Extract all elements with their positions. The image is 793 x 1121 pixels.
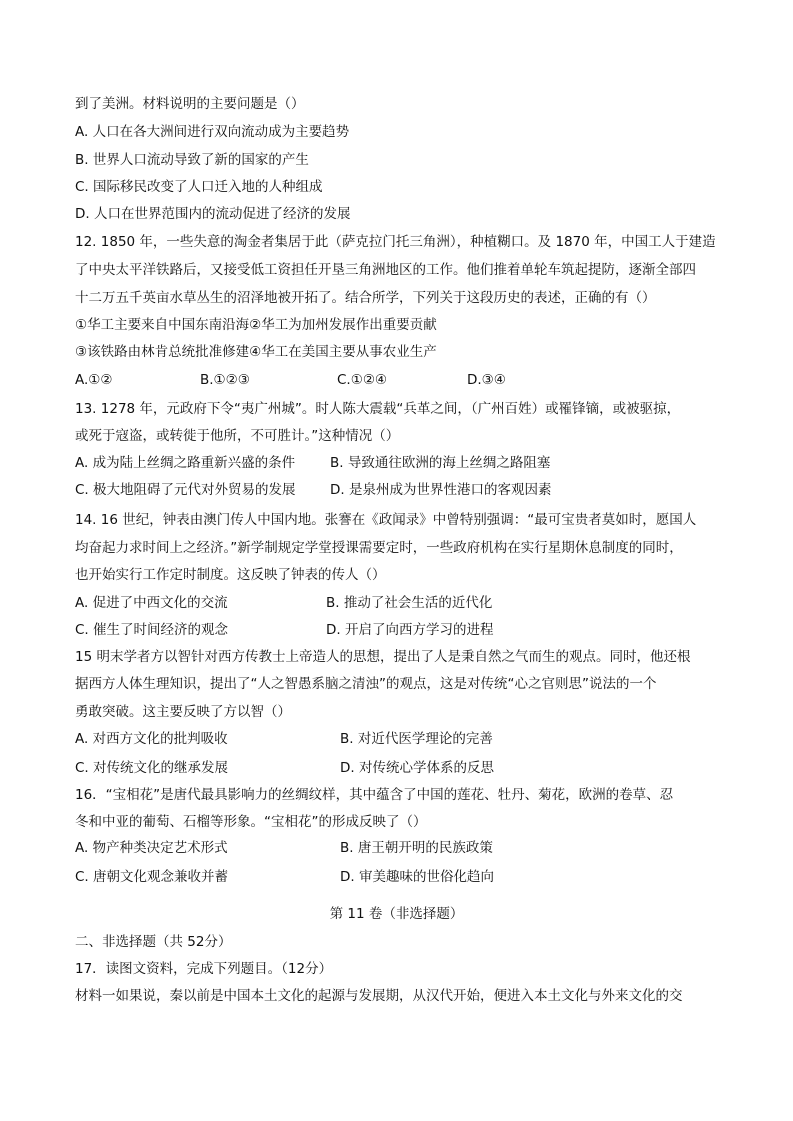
q16-option-d: D. 审美趣味的世俗化趋向 bbox=[340, 869, 494, 885]
q15-option-c: C. 对传统文化的继承发展 bbox=[75, 760, 229, 776]
question-11-stem-end: 到了美洲。材料说明的主要问题是（） bbox=[75, 96, 305, 112]
question-14-line-1: 14. 16 世纪，钟表由澳门传人中国内地。张謇在《政闻录》中曾特别强调：“最可宝贵者莫如时，愿国人 bbox=[75, 512, 697, 528]
q16-option-a: A. 物产种类决定艺术形式 bbox=[75, 840, 228, 856]
question-14-line-2: 均奋起力求时间上之经济。”新学制规定学堂授课需要定时，一些政府机构在实行星期休息制度的同时， bbox=[75, 540, 683, 556]
question-15-line-1: 15 明末学者方以智针对西方传教士上帝造人的思想，提出了人是秉自然之气而生的观点。同时，他还根 bbox=[75, 649, 691, 665]
q14-option-a: A. 促进了中西文化的交流 bbox=[75, 595, 228, 611]
volume-2-heading: 第 11 卷（非选择题） bbox=[329, 906, 464, 922]
q11-option-d: D. 人口在世界范围内的流动促进了经济的发展 bbox=[75, 206, 351, 222]
q14-option-d: D. 开启了向西方学习的进程 bbox=[326, 622, 494, 638]
question-15-line-3: 勇敢突破。这主要反映了方以智（） bbox=[75, 704, 291, 720]
section-2-heading: 二、非选择题（共 52分） bbox=[75, 934, 232, 950]
q11-option-b: B. 世界人口流动导致了新的国家的产生 bbox=[75, 152, 309, 168]
q13-option-b: B. 导致通往欧洲的海上丝绸之路阻塞 bbox=[330, 455, 551, 471]
q13-option-a: A. 成为陆上丝绸之路重新兴盛的条件 bbox=[75, 455, 296, 471]
q11-option-a: A. 人口在各大洲间进行双向流动成为主要趋势 bbox=[75, 124, 350, 140]
question-14-line-3: 也开始实行工作定时制度。这反映了钟表的传人（） bbox=[75, 567, 386, 583]
q14-option-c: C. 催生了时间经济的观念 bbox=[75, 622, 229, 638]
q15-option-d: D. 对传统心学体系的反思 bbox=[340, 760, 494, 776]
q16-option-b: B. 唐王朝开明的民族政策 bbox=[340, 840, 493, 856]
material-1-line-1: 材料一如果说，秦以前是中国本土文化的起源与发展期，从汉代开始，便进入本土文化与外来文化的交 bbox=[75, 988, 683, 1004]
question-17-stem: 17．读图文资料，完成下列题目。（12分） bbox=[75, 961, 333, 977]
question-12-line-1: 12. 1850 年，一些失意的淘金者集居于此（萨克拉门托三角洲），种植糊口。及 1870 年，中国工人于建造 bbox=[75, 234, 716, 250]
q12-option-c: C.①②④ bbox=[337, 372, 388, 388]
q15-option-b: B. 对近代医学理论的完善 bbox=[340, 731, 493, 747]
question-12-statements-2: ③该铁路由林肯总统批准修建④华工在美国主要从事农业生产 bbox=[75, 344, 437, 360]
question-12-line-3: 十二万五千英亩水草丛生的沼泽地被开拓了。结合所学，下列关于这段历史的表述，正确的有（） bbox=[75, 290, 656, 306]
question-13-line-2: 或死于寇盗，或转徙于他所，不可胜计。”这种情况（） bbox=[75, 428, 400, 444]
q12-option-d: D.③④ bbox=[467, 372, 506, 388]
question-13-line-1: 13. 1278 年，元政府下令“夷广州城”。时人陈大震载“兵革之间，（广州百姓）或罹锋镝，或被驱掠， bbox=[75, 401, 681, 417]
q14-option-b: B. 推动了社会生活的近代化 bbox=[326, 595, 493, 611]
q16-option-c: C. 唐朝文化观念兼收并蓄 bbox=[75, 869, 229, 885]
question-12-line-2: 了中央太平洋铁路后，又接受低工资担任开垦三角洲地区的工作。他们推着单轮车筑起提防，逐渐全部四 bbox=[75, 262, 696, 278]
q11-option-c: C. 国际移民改变了人口迁入地的人种组成 bbox=[75, 179, 323, 195]
question-12-statements-1: ①华工主要来自中国东南沿海②华工为加州发展作出重要贡献 bbox=[75, 317, 437, 333]
q15-option-a: A. 对西方文化的批判吸收 bbox=[75, 731, 228, 747]
q12-option-b: B.①②③ bbox=[200, 372, 250, 388]
question-15-line-2: 据西方人体生理知识，提出了“人之智愚系脑之清浊”的观点，这是对传统“心之官则思”说法的一个 bbox=[75, 676, 657, 692]
q13-option-d: D. 是泉州成为世界性港口的客观因素 bbox=[330, 482, 552, 498]
q12-option-a: A.①② bbox=[75, 372, 113, 388]
question-16-line-2: 冬和中亚的葡萄、石榴等形象。“宝相花”的形成反映了（） bbox=[75, 814, 427, 830]
question-16-line-1: 16．“宝相花”是唐代最具影响力的丝绸纹样，其中蕴含了中国的莲花、牡丹、菊花，欧洲的卷草、忍 bbox=[75, 787, 674, 803]
q13-option-c: C. 极大地阻碍了元代对外贸易的发展 bbox=[75, 482, 296, 498]
